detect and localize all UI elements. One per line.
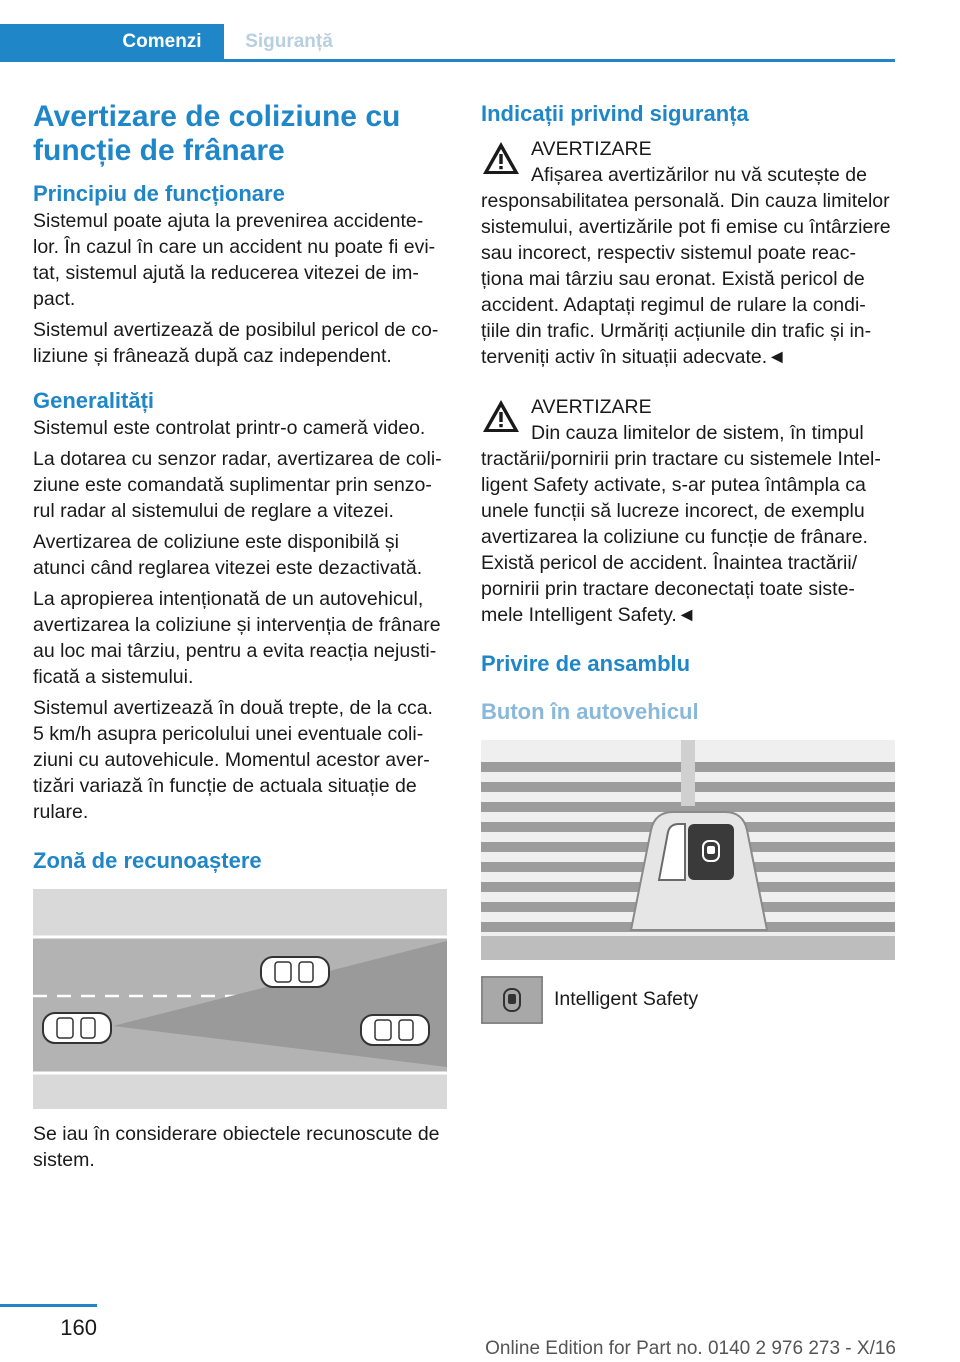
heading-safety: Indicații privind siguranța [481,101,749,126]
tab-siguranta[interactable]: Siguranță [245,31,333,52]
paragraph: La apropierea intenționată de un autovehicul, avertizarea la coliziune și intervenția de frânare au loc mai târziu, pentru a evita reacția nejusti-ficată a sistemului. [33,588,441,688]
right-column [481,100,895,1026]
detection-zone-illustration [33,889,447,1109]
tab-comenzi[interactable]: Comenzi [100,24,224,59]
warning-text: Afișarea avertizărilor nu vă scutește de responsabilitatea personală. Din cauza limitelor sistemului, avertizările pot fi emise cu întârziere sau incorect, respectiv sistemul poate reac-ționa mai târziu sau eronat. Există pericol de accident. Adaptați regimul de rulare la condi-țiile din trafic. Urmăriți acțiunile din trafic și in-terveniți activ în situații adecvate.◄ [481,164,891,368]
warning-block [481,136,895,370]
heading-zone: Zonă de recunoaștere [33,848,262,873]
intelligent-safety-row [481,976,895,1026]
paragraph: Sistemul avertizează în două trepte, de la cca. 5 km/h asupra pericolului unei eventuale coli-ziuni cu autovehicule. Momentul acestor aver-tizări variază în funcție de actuala situație de rulare. [33,697,433,823]
heading-overview: Privire de ansamblu [481,651,691,676]
vehicle-button-illustration [481,740,895,960]
warning-title: AVERTIZARE [531,396,652,418]
left-column [33,100,447,1178]
page-title: Avertizare de coliziune cu funcție de frânare [33,100,401,167]
figure-caption: Se iau în considerare obiectele recunoscute de sistem. [33,1123,440,1171]
warning-title: AVERTIZARE [531,138,652,160]
page-number-bar [0,1304,97,1307]
warning-triangle-icon [481,398,521,434]
tabbar-underline [0,59,895,62]
warning-text: Din cauza limitelor de sistem, în timpul tractării/pornirii prin tractare cu sistemele Intel-ligent Safety activate, s-ar putea întâmpla ca unele funcții să lucreze incorect, de exemplu avertizarea la coliziune cu funcție de frânare. Există pericol de accident. Înaintea tractării/ pornirii prin tractare deconectați toate siste-mele Intelligent Safety.◄ [481,422,881,626]
paragraph: La dotarea cu senzor radar, avertizarea de coli-ziune este comandată suplimentar prin senzo-rul radar al sistemului de reglare a vitezei. [33,448,442,522]
tabbar-lead [0,24,100,59]
heading-button: Buton în autovehicul [481,699,699,724]
paragraph: Sistemul este controlat printr-o cameră video. [33,417,426,439]
warning-triangle-icon [481,140,521,176]
footer-edition: Online Edition for Part no. 0140 2 976 273 - X/16 [485,1338,896,1359]
paragraph: Avertizarea de coliziune este disponibilă și atunci când reglarea vitezei este dezactivată. [33,531,423,579]
paragraph: Sistemul poate ajuta la prevenirea accidente-lor. În cazul în care un accident nu poate fi evi-tat, sistemul ajută la reducerea vitezei de im-pact. [33,210,436,310]
intelligent-safety-button-icon[interactable] [481,976,543,1024]
car-icon [361,1015,429,1045]
heading-general: Generalități [33,388,155,413]
warning-block [481,394,895,628]
page-number: 160 [60,1315,97,1340]
button-label: Intelligent Safety [554,988,699,1010]
heading-principle: Principiu de funcționare [33,181,285,206]
paragraph: Sistemul avertizează de posibilul pericol de co-liziune și frânează după caz independent. [33,319,439,367]
chapter-tabbar [0,24,895,62]
car-icon [43,1013,111,1043]
car-icon [261,957,329,987]
